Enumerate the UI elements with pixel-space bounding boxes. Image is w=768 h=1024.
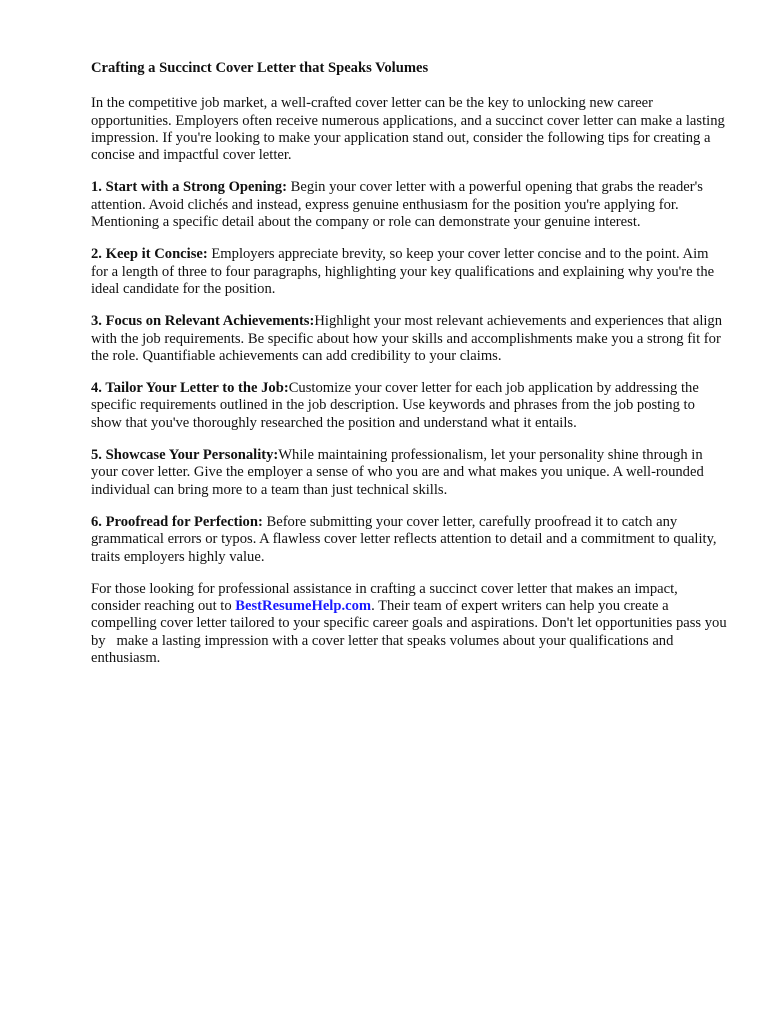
document-title: Crafting a Succinct Cover Letter that Speaks Volumes — [91, 60, 429, 76]
tip-paragraph-6 — [91, 514, 727, 566]
intro-paragraph: In the competitive job market, a well-crafted cover letter can be the key to unlocking new career opportunities. Employers often receive numerous applications, and a succinct cover letter can make a lasting impression. If you're looking to make your application stand out, consider the following tips for creating a concise and impactful cover letter. — [91, 95, 725, 164]
tip-paragraph-4 — [91, 380, 727, 432]
tip-heading: 3. Focus on Relevant Achievements: — [91, 313, 315, 330]
tip-body: While maintaining professionalism, let your personality shine through in your cover letter. Give the employer a sense of who you are and what makes you unique. A well-rounded individual can bring more to a team than just technical skills. — [91, 447, 704, 498]
tip-body: Highlight your most relevant achievements and experiences that align with the job requirements. Be specific about how your skills and accomplishments make you a strong fit for the role. Quantifiable achievements can add credibility to your claims. — [91, 313, 723, 364]
closing-text-after-link: . Their team of expert writers can help you create a compelling cover letter tailored to your specific career goals and aspirations. Don't let opportunities pass you by make a lasting impression with a cover letter that speaks volumes about your qualifications and enthusiasm. — [91, 598, 727, 667]
tip-body: Customize your cover letter for each job application by addressing the specific requirements outlined in the job description. Use keywords and phrases from the job posting to show that you've thoroughly researched the position and understand what it entails. — [91, 380, 699, 431]
tip-paragraph-3 — [91, 313, 727, 365]
tip-paragraph-1 — [91, 179, 727, 231]
tip-body: Before submitting your cover letter, carefully proofread it to catch any grammatical errors or typos. A flawless cover letter reflects attention to detail and a commitment to quality, traits employers highly value. — [91, 513, 717, 565]
closing-text-before-link: For those looking for professional assistance in crafting a succinct cover letter that makes an impact, consider reaching out to — [91, 580, 678, 615]
tip-heading: 5. Showcase Your Personality: — [91, 447, 279, 464]
tip-heading: 6. Proofread for Perfection: — [91, 513, 263, 530]
tip-paragraph-2 — [91, 246, 727, 298]
tip-body: Employers appreciate brevity, so keep your cover letter concise and to the point. Aim for a length of three to four paragraphs, highlighting your key qualifications and explaining why you're the ideal candidate for the position. — [91, 246, 715, 297]
closing-paragraph — [91, 581, 727, 667]
tip-body: Begin your cover letter with a powerful opening that grabs the reader's attention. Avoid clichés and instead, express genuine enthusiasm for the position you're applying for. Mentioning a specific detail about the company or role can demonstrate your genuine interest. — [91, 179, 703, 231]
bestresumehelp-link[interactable]: BestResumeHelp.com — [235, 598, 372, 615]
tip-paragraph-5 — [91, 447, 727, 499]
document-page — [91, 60, 727, 682]
tip-heading: 1. Start with a Strong Opening: — [91, 179, 287, 196]
tip-heading: 4. Tailor Your Letter to the Job: — [91, 380, 289, 397]
tip-heading: 2. Keep it Concise: — [91, 246, 208, 263]
